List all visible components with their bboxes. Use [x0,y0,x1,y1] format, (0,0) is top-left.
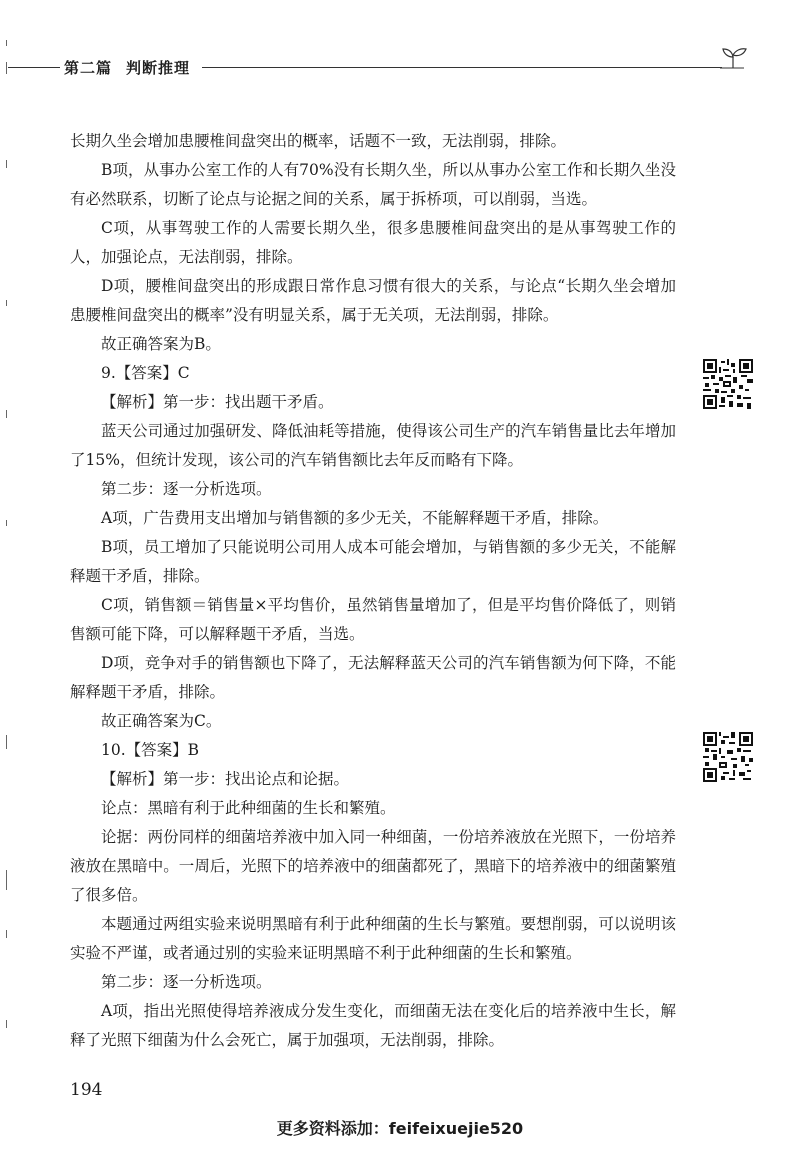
edge-mark [6,62,7,74]
paragraph: 长期久坐会增加患腰椎间盘突出的概率，话题不一致，无法削弱，排除。 [70,132,567,150]
edge-mark [6,870,7,890]
edge-mark [6,1020,7,1028]
sprout-icon [716,38,750,72]
paragraph: 论据：两份同样的细菌培养液中加入同一种细菌，一份培养液放在光照下，一份培养液放在黑暗中。一周后，光照下的培养液中的细菌都死了，黑暗下的培养液中的细菌繁殖了很多倍。 [70,828,676,904]
qr-code-9[interactable] [703,359,753,409]
header-rule-left [8,67,60,68]
answer-heading-10: 10.【答案】B [101,741,200,759]
paragraph: D项，竞争对手的销售额也下降了，无法解释蓝天公司的汽车销售额为何下降，不能解释题干矛盾，排除。 [70,654,676,701]
edge-mark [6,520,7,526]
qr-code-10[interactable] [703,732,753,782]
edge-mark [6,410,7,418]
edge-mark [6,40,7,46]
edge-mark [6,930,7,938]
paragraph: 故正确答案为B。 [101,335,221,353]
paragraph: B项，从事办公室工作的人有70%没有长期久坐，所以从事办公室工作和长期久坐没有必然联系，切断了论点与论据之间的关系，属于拆桥项，可以削弱，当选。 [70,161,676,208]
paragraph: 第二步：逐一分析选项。 [101,480,272,498]
paragraph: 【解析】第一步：找出论点和论据。 [101,770,350,788]
paragraph: 本题通过两组实验来说明黑暗有利于此种细菌的生长与繁殖。要想削弱，可以说明该实验不严谨，或者通过别的实验来证明黑暗不利于此种细菌的生长和繁殖。 [70,915,676,962]
header-part: 第二篇 [64,59,113,77]
footer-note: 更多资料添加：feifeixuejie520 [276,1119,524,1138]
paragraph: 【解析】第一步：找出题干矛盾。 [101,393,334,411]
answer-explanation-body [70,127,676,1055]
header-section: 判断推理 [126,59,191,77]
running-header [64,57,190,78]
paragraph: 故正确答案为C。 [101,712,222,730]
paragraph: B项，员工增加了只能说明公司用人成本可能会增加，与销售额的多少无关，不能解释题干矛盾，排除。 [70,538,676,585]
paragraph: 论点：黑暗有利于此种细菌的生长和繁殖。 [101,799,396,817]
paragraph: C项，从事驾驶工作的人需要长期久坐，很多患腰椎间盘突出的是从事驾驶工作的人，加强论点，无法削弱，排除。 [70,219,676,266]
paragraph: 第二步：逐一分析选项。 [101,973,272,991]
page-number: 194 [70,1080,103,1100]
answer-heading-9: 9.【答案】C [101,364,190,382]
paragraph: 蓝天公司通过加强研发、降低油耗等措施，使得该公司生产的汽车销售量比去年增加了15%，但统计发现，该公司的汽车销售额比去年反而略有下降。 [70,422,676,469]
paragraph: D项，腰椎间盘突出的形成跟日常作息习惯有很大的关系，与论点“长期久坐会增加患腰椎间盘突出的概率”没有明显关系，属于无关项，无法削弱，排除。 [70,277,676,324]
paragraph: C项，销售额＝销售量×平均售价，虽然销售量增加了，但是平均售价降低了，则销售额可能下降，可以解释题干矛盾，当选。 [70,596,676,643]
edge-mark [6,735,7,749]
edge-mark [6,300,7,306]
header-rule-right [202,67,722,68]
paragraph: A项，指出光照使得培养液成分发生变化，而细菌无法在变化后的培养液中生长，解释了光照下细菌为什么会死亡，属于加强项，无法削弱，排除。 [70,1002,676,1049]
edge-mark [6,160,7,168]
paragraph: A项，广告费用支出增加与销售额的多少无关，不能解释题干矛盾，排除。 [101,509,609,527]
